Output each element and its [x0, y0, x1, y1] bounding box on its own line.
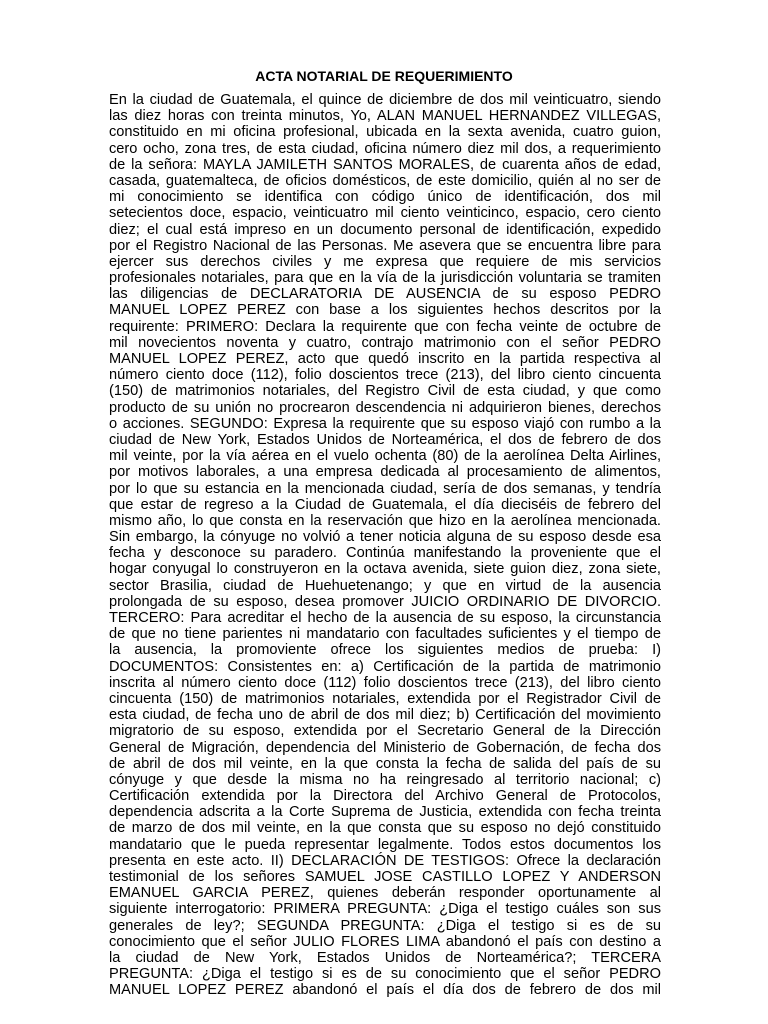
document-line: mismo año, lo que consta en la reservación que hizo en la aerolínea mencionada.: [109, 512, 661, 529]
document-line: por el Registro Nacional de las Personas. Me asevera que se encuentra libre para: [109, 237, 661, 254]
document-line: que estar de regreso a la Ciudad de Guatemala, el día dieciséis de febrero del: [109, 496, 661, 513]
document-line: por lo que su estancia en la mencionada ciudad, sería de dos semanas, y tendría: [109, 480, 661, 497]
document-line: generales de ley?; SEGUNDA PREGUNTA: ¿Diga el testigo si es de su: [109, 917, 661, 934]
document-line: mil novecientos noventa y cuatro, contrajo matrimonio con el señor PEDRO: [109, 334, 661, 351]
document-line: de abril de dos mil veinte, en la que consta la fecha de salida del país de su: [109, 755, 661, 772]
document-body: [109, 92, 661, 999]
document-line: MANUEL LOPEZ PEREZ, acto que quedó inscrito en la partida respectiva al: [109, 351, 661, 367]
document-line: cincuenta (150) de matrimonios notariales, extendida por el Registrador Civil de: [109, 690, 661, 707]
document-line: hogar conyugal lo construyeron en la octava avenida, siete guion diez, zona siete,: [109, 561, 661, 578]
document-line: cónyuge y que desde la misma no ha reingresado al territorio nacional; c): [109, 771, 661, 788]
document-line: presenta en este acto. II) DECLARACIÓN DE TESTIGOS: Ofrece la declaración: [109, 852, 661, 869]
document-line: En la ciudad de Guatemala, el quince de diciembre de dos mil veinticuatro, siendo: [109, 92, 661, 108]
document-line: ciudad de New York, Estados Unidos de Norteamérica, el dos de febrero de dos: [109, 431, 661, 448]
document-line: TERCERO: Para acreditar el hecho de la ausencia de su esposo, la circunstancia: [109, 610, 661, 626]
document-line: la ciudad de New York, Estados Unidos de Norteamérica?; TERCERA: [109, 949, 661, 966]
document-line: esta ciudad, de fecha uno de abril de dos mil diez; b) Certificación del movimiento: [109, 707, 661, 724]
document-line: mil veinte, por la vía aérea en el vuelo ochenta (80) de la aerolínea Delta Airlines,: [109, 448, 661, 465]
document-line: diez; el cual está impreso en un documento personal de identificación, expedido: [109, 221, 661, 238]
document-line: MANUEL LOPEZ PEREZ con base a los siguientes hechos descritos por la: [109, 302, 661, 319]
document-line: Sin embargo, la cónyuge no volvió a tener noticia alguna de su esposo desde esa: [109, 529, 661, 546]
document-line: siguiente interrogatorio: PRIMERA PREGUNTA: ¿Diga el testigo cuáles son sus: [109, 901, 661, 918]
document-line: setecientos doce, espacio, veinticuatro mil ciento veinticinco, espacio, cero ciento: [109, 205, 661, 222]
document-line: o acciones. SEGUNDO: Expresa la requirente que su esposo viajó con rumbo a la: [109, 415, 661, 432]
document-line: fecha y desconoce su paradero. Continúa manifestando la proveniente que el: [109, 545, 661, 562]
document-line: las diligencias de DECLARATORIA DE AUSENCIA de su esposo PEDRO: [109, 286, 661, 303]
document-line: cero ocho, zona tres, de esta ciudad, oficina número diez mil dos, a requerimiento: [109, 140, 661, 157]
document-line: testimonial de los señores SAMUEL JOSE CASTILLO LOPEZ Y ANDERSON: [109, 869, 661, 885]
document-line: dependencia adscrita a la Corte Suprema de Justicia, extendida con fecha treinta: [109, 804, 661, 821]
document-line: producto de su unión no procrearon descendencia ni adquirieron bienes, derechos: [109, 399, 661, 416]
document-title: ACTA NOTARIAL DE REQUERIMIENTO: [255, 68, 513, 84]
document-line: EMANUEL GARCIA PEREZ, quienes deberán responder oportunamente al: [109, 885, 661, 902]
document-line: mi conocimiento se identifica con código único de identificación, dos mil: [109, 189, 661, 206]
document-line: profesionales notariales, para que en la vía de la jurisdicción voluntaria se tramiten: [109, 270, 661, 287]
document-line: conocimiento que el señor JULIO FLORES LIMA abandonó el país con destino a: [109, 933, 661, 950]
document-line: PREGUNTA: ¿Diga el testigo si es de su conocimiento que el señor PEDRO: [109, 966, 661, 983]
document-line: de la señora: MAYLA JAMILETH SANTOS MORALES, de cuarenta años de edad,: [109, 156, 661, 173]
document-line: sector Brasilia, ciudad de Huehuetenango; y que en virtud de la ausencia: [109, 577, 661, 594]
document-line: inscrita al número ciento doce (112) folio doscientos trece (213), del libro ciento: [109, 674, 661, 691]
document-line: casada, guatemalteca, de oficios domésticos, de este domicilio, quién al no ser de: [109, 172, 661, 189]
document-line: por motivos laborales, a una empresa dedicada al procesamiento de alimentos,: [109, 464, 661, 481]
document-line: migratorio de su esposo, extendida por el Secretario General de la Dirección: [109, 723, 661, 740]
document-line: General de Migración, dependencia del Ministerio de Gobernación, de fecha dos: [109, 739, 661, 756]
document-line: Certificación extendida por la Directora del Archivo General de Protocolos,: [109, 788, 661, 805]
document-line: las diez horas con treinta minutos, Yo, ALAN MANUEL HERNANDEZ VILLEGAS,: [109, 108, 661, 125]
document-line: la ausencia, la promoviente ofrece los siguientes medios de prueba: I): [109, 642, 661, 659]
document-line: mandatario que le pueda representar legalmente. Todos estos documentos los: [109, 836, 661, 853]
document-line: prolongada de su esposo, desea promover JUICIO ORDINARIO DE DIVORCIO.: [109, 593, 661, 610]
document-line: de que no tiene parientes ni mandatario con facultades suficientes y el tiempo de: [109, 626, 661, 643]
document-line: MANUEL LOPEZ PEREZ abandonó el país el día dos de febrero de dos mil: [109, 982, 661, 999]
document-line: DOCUMENTOS: Consistentes en: a) Certificación de la partida de matrimonio: [109, 658, 661, 675]
document-line: ejercer sus derechos civiles y me expresa que requiere de mis servicios: [109, 253, 661, 270]
document-line: de marzo de dos mil veinte, en la que consta que su esposo no dejó constituido: [109, 820, 661, 837]
document-line: número ciento doce (112), folio doscientos trece (213), del libro ciento cincuenta: [109, 367, 661, 384]
document-line: (150) de matrimonios notariales, del Registro Civil de esta ciudad, y que como: [109, 383, 661, 400]
document-line: constituido en mi oficina profesional, ubicada en la sexta avenida, cuatro guion,: [109, 124, 661, 141]
document-line: requirente: PRIMERO: Declara la requirente que con fecha veinte de octubre de: [109, 318, 661, 335]
